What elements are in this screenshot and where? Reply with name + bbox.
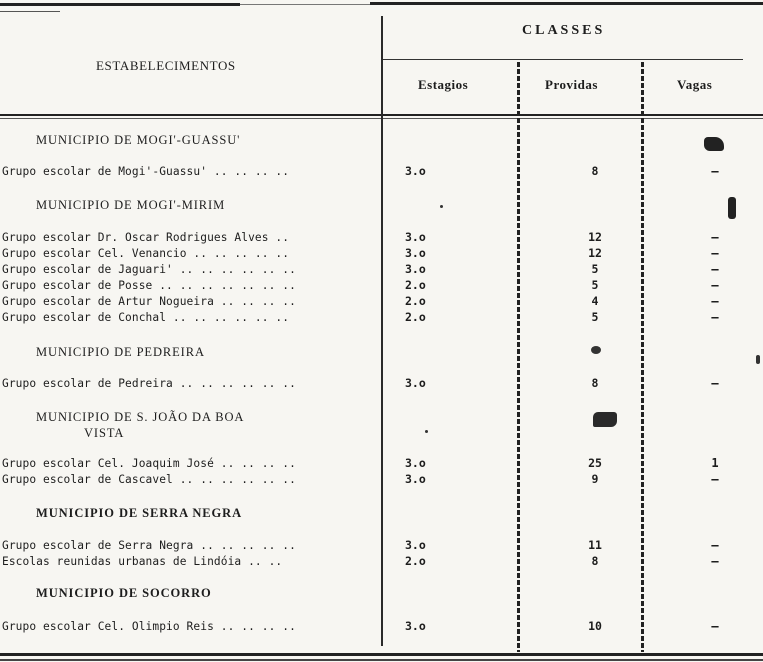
header-vagas: Vagas — [677, 77, 713, 92]
row-vagas: — — [711, 472, 719, 486]
row-providas: 25 — [588, 456, 602, 470]
row-name: Escolas reunidas urbanas de Lindóia .. .. — [2, 555, 283, 568]
header-providas: Providas — [545, 77, 598, 92]
row-providas: 5 — [591, 278, 599, 292]
ink-blot — [591, 346, 601, 354]
top-border-thin — [0, 11, 60, 12]
classes-underline — [383, 59, 743, 60]
row-providas: 8 — [591, 164, 599, 178]
row-vagas: — — [711, 164, 719, 178]
row-name: Grupo escolar de Jaguari' .. .. .. .. .. .. — [2, 263, 296, 276]
row-estagios: 3.o — [405, 472, 426, 486]
bottom-border — [0, 653, 763, 656]
table-row — [0, 554, 763, 569]
row-providas: 9 — [591, 472, 599, 486]
table-row — [0, 376, 763, 391]
municipio-heading: MUNICIPIO DE PEDREIRA — [36, 345, 205, 359]
table-row — [0, 164, 763, 179]
row-providas: 5 — [591, 262, 599, 276]
row-estagios: 3.o — [405, 456, 426, 470]
row-name: Grupo escolar Cel. Olimpio Reis .. .. .. .. — [2, 620, 296, 633]
row-vagas: — — [711, 310, 719, 324]
municipio-heading: MUNICIPIO DE MOGI'-GUASSU' — [36, 133, 241, 147]
row-estagios: 2.o — [405, 310, 426, 324]
row-name: Grupo escolar de Cascavel .. .. .. .. .. .. — [2, 473, 296, 486]
row-providas: 10 — [588, 619, 602, 633]
ink-blot — [704, 137, 724, 151]
table-row — [0, 310, 763, 325]
row-providas: 5 — [591, 310, 599, 324]
table-row — [0, 472, 763, 487]
row-vagas: — — [711, 294, 719, 308]
row-name: Grupo escolar de Conchal .. .. .. .. .. .. — [2, 311, 290, 324]
ink-speck — [756, 355, 760, 364]
municipio-heading: MUNICIPIO DE MOGI'-MIRIM — [36, 198, 226, 212]
row-vagas: — — [711, 619, 719, 633]
row-name: Grupo escolar Cel. Joaquim José .. .. .. .. — [2, 457, 296, 470]
row-vagas: — — [711, 554, 719, 568]
row-providas: 12 — [588, 230, 602, 244]
row-vagas: 1 — [711, 456, 719, 470]
row-name: Grupo escolar de Mogi'-Guassu' .. .. .. .. — [2, 165, 290, 178]
table-row — [0, 294, 763, 309]
row-vagas: — — [711, 538, 719, 552]
table-row — [0, 246, 763, 261]
row-estagios: 3.o — [405, 376, 426, 390]
row-vagas: — — [711, 376, 719, 390]
ink-speck — [425, 430, 428, 433]
municipio-heading: MUNICIPIO DE S. JOÃO DA BOA — [36, 410, 245, 424]
top-border-mid — [240, 4, 370, 5]
row-estagios: 2.o — [405, 294, 426, 308]
table-row — [0, 230, 763, 245]
municipio-heading-line2: VISTA — [84, 426, 125, 440]
row-vagas: — — [711, 246, 719, 260]
top-border-left — [0, 3, 240, 6]
header-estabelecimentos: ESTABELECIMENTOS — [96, 58, 236, 73]
row-name: Grupo escolar de Pedreira .. .. .. .. .. .. — [2, 377, 296, 390]
table-row — [0, 619, 763, 634]
row-name: Grupo escolar de Artur Nogueira .. .. .. .. — [2, 295, 296, 308]
table-row — [0, 538, 763, 553]
row-providas: 8 — [591, 554, 599, 568]
row-estagios: 2.o — [405, 278, 426, 292]
municipio-heading: MUNICIPIO DE SOCORRO — [36, 586, 212, 600]
row-estagios: 3.o — [405, 230, 426, 244]
row-providas: 4 — [591, 294, 599, 308]
row-name: Grupo escolar de Posse .. .. .. .. .. .. .. — [2, 279, 296, 292]
table-row — [0, 262, 763, 277]
row-providas: 8 — [591, 376, 599, 390]
row-name: Grupo escolar Cel. Venancio .. .. .. .. .. — [2, 247, 290, 260]
row-vagas: — — [711, 278, 719, 292]
header-classes: CLASSES — [522, 23, 606, 38]
bottom-border-2 — [0, 659, 763, 661]
row-estagios: 3.o — [405, 619, 426, 633]
row-providas: 12 — [588, 246, 602, 260]
ink-speck — [440, 205, 443, 208]
table-row — [0, 456, 763, 471]
ink-blot — [593, 412, 617, 427]
row-estagios: 3.o — [405, 164, 426, 178]
table-row — [0, 278, 763, 293]
row-estagios: 3.o — [405, 262, 426, 276]
header-estagios: Estagios — [418, 77, 469, 92]
top-border-right — [370, 2, 763, 5]
row-estagios: 2.o — [405, 554, 426, 568]
row-vagas: — — [711, 262, 719, 276]
row-name: Grupo escolar de Serra Negra .. .. .. .. .. — [2, 539, 296, 552]
ink-blot — [728, 197, 736, 219]
row-providas: 11 — [588, 538, 602, 552]
row-name: Grupo escolar Dr. Oscar Rodrigues Alves .. — [2, 231, 290, 244]
municipio-heading: MUNICIPIO DE SERRA NEGRA — [36, 506, 242, 520]
row-estagios: 3.o — [405, 246, 426, 260]
row-estagios: 3.o — [405, 538, 426, 552]
row-vagas: — — [711, 230, 719, 244]
